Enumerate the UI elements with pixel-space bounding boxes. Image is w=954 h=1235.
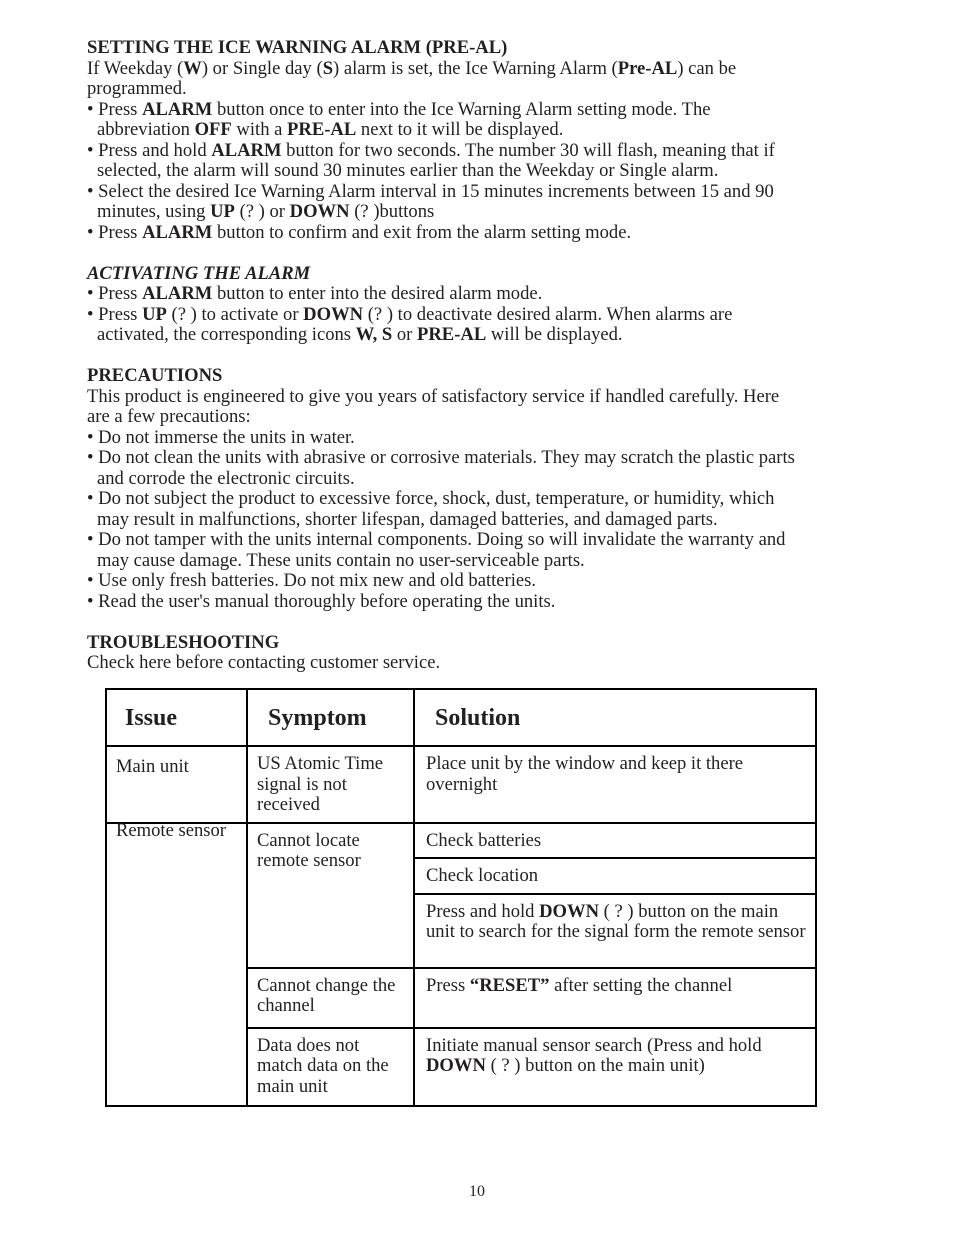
troubleshooting-heading: TROUBLESHOOTING [87,631,280,653]
ice-bullet-2: • Press and hold ALARM button for two seconds. The number 30 will flash, meaning that if [87,139,775,161]
precaution-3: • Do not subject the product to excessive force, shock, dust, temperature, or humidity, which [87,488,775,509]
solution-manual-search: Initiate manual sensor search (Press and hold DOWN ( ? ) button on the main unit) [414,1028,816,1106]
activate-bullet-1: • Press ALARM button to enter into the desired alarm mode. [87,283,543,304]
manual-page [87,38,877,674]
symptom-atomic-time: US Atomic Time signal is not received [247,746,414,823]
precautions-intro: This product is engineered to give you years of satisfactory service if handled carefully. Here [87,385,780,407]
ice-alarm-intro: If Weekday (W) or Single day (S) alarm is set, the Ice Warning Alarm (Pre-AL) can be [87,57,737,79]
ice-bullet-1-cont: abbreviation OFF with a PRE-AL next to it will be displayed. [97,119,564,140]
precautions-intro-cont: are a few precautions: [87,406,251,427]
table-row [106,746,816,823]
header-solution: Solution [414,689,816,746]
solution-check-batteries: Check batteries [414,823,816,859]
ice-bullet-4: • Press ALARM button to confirm and exit from the alarm setting mode. [87,221,632,243]
table-header-row [106,689,816,746]
precaution-2-cont: and corrode the electronic circuits. [97,467,355,489]
page-number: 10 [469,1183,485,1200]
symptom-cannot-change-channel: Cannot change the channel [247,968,414,1028]
troubleshooting-intro: Check here before contacting customer service. [87,652,441,673]
precaution-3-cont: may result in malfunctions, shorter lifespan, damaged batteries, and damaged parts. [97,508,718,530]
precaution-4: • Do not tamper with the units internal components. Doing so will invalidate the warranty and [87,529,786,550]
ice-bullet-1: • Press ALARM button once to enter into the Ice Warning Alarm setting mode. The [87,98,711,120]
ice-bullet-3-cont: minutes, using UP (? ) or DOWN (? )buttons [97,201,435,222]
precaution-1: • Do not immerse the units in water. [87,426,355,448]
table-row [106,823,816,859]
solution-check-location: Check location [414,858,816,894]
precaution-5: • Use only fresh batteries. Do not mix new and old batteries. [87,570,537,591]
precautions-heading: PRECAUTIONS [87,365,223,386]
ice-bullet-3: • Select the desired Ice Warning Alarm interval in 15 minutes increments between 15 and 90 [87,180,774,202]
precaution-4-cont: may cause damage. These units contain no user-serviceable parts. [97,549,585,571]
precaution-2: • Do not clean the units with abrasive or corrosive materials. They may scratch the plastic parts [87,447,795,468]
ice-bullet-2-cont: selected, the alarm will sound 30 minutes earlier than the Weekday or Single alarm. [97,160,719,181]
solution-window: Place unit by the window and keep it there overnight [414,746,816,823]
symptom-data-mismatch: Data does not match data on the main unit [247,1028,414,1106]
troubleshooting-table [105,688,817,1107]
activate-bullet-2-cont: activated, the corresponding icons W, S or PRE-AL will be displayed. [97,324,623,345]
issue-remote-sensor: Remote sensor [106,823,247,1106]
activate-bullet-2: • Press UP (? ) to activate or DOWN (? ) to deactivate desired alarm. When alarms are [87,303,733,325]
solution-press-reset: Press “RESET” after setting the channel [414,968,816,1028]
issue-main-unit: Main unit [106,746,247,823]
solution-press-down: Press and hold DOWN ( ? ) button on the main unit to search for the signal form the remote sensor [414,894,816,968]
precaution-6: • Read the user's manual thoroughly before operating the units. [87,590,556,612]
ice-alarm-heading: SETTING THE ICE WARNING ALARM (PRE-AL) [87,37,508,58]
symptom-cannot-locate: Cannot locate remote sensor [247,823,414,968]
header-issue: Issue [106,689,247,746]
ice-alarm-intro-cont: programmed. [87,78,187,99]
activating-heading: ACTIVATING THE ALARM [87,262,311,284]
header-symptom: Symptom [247,689,414,746]
